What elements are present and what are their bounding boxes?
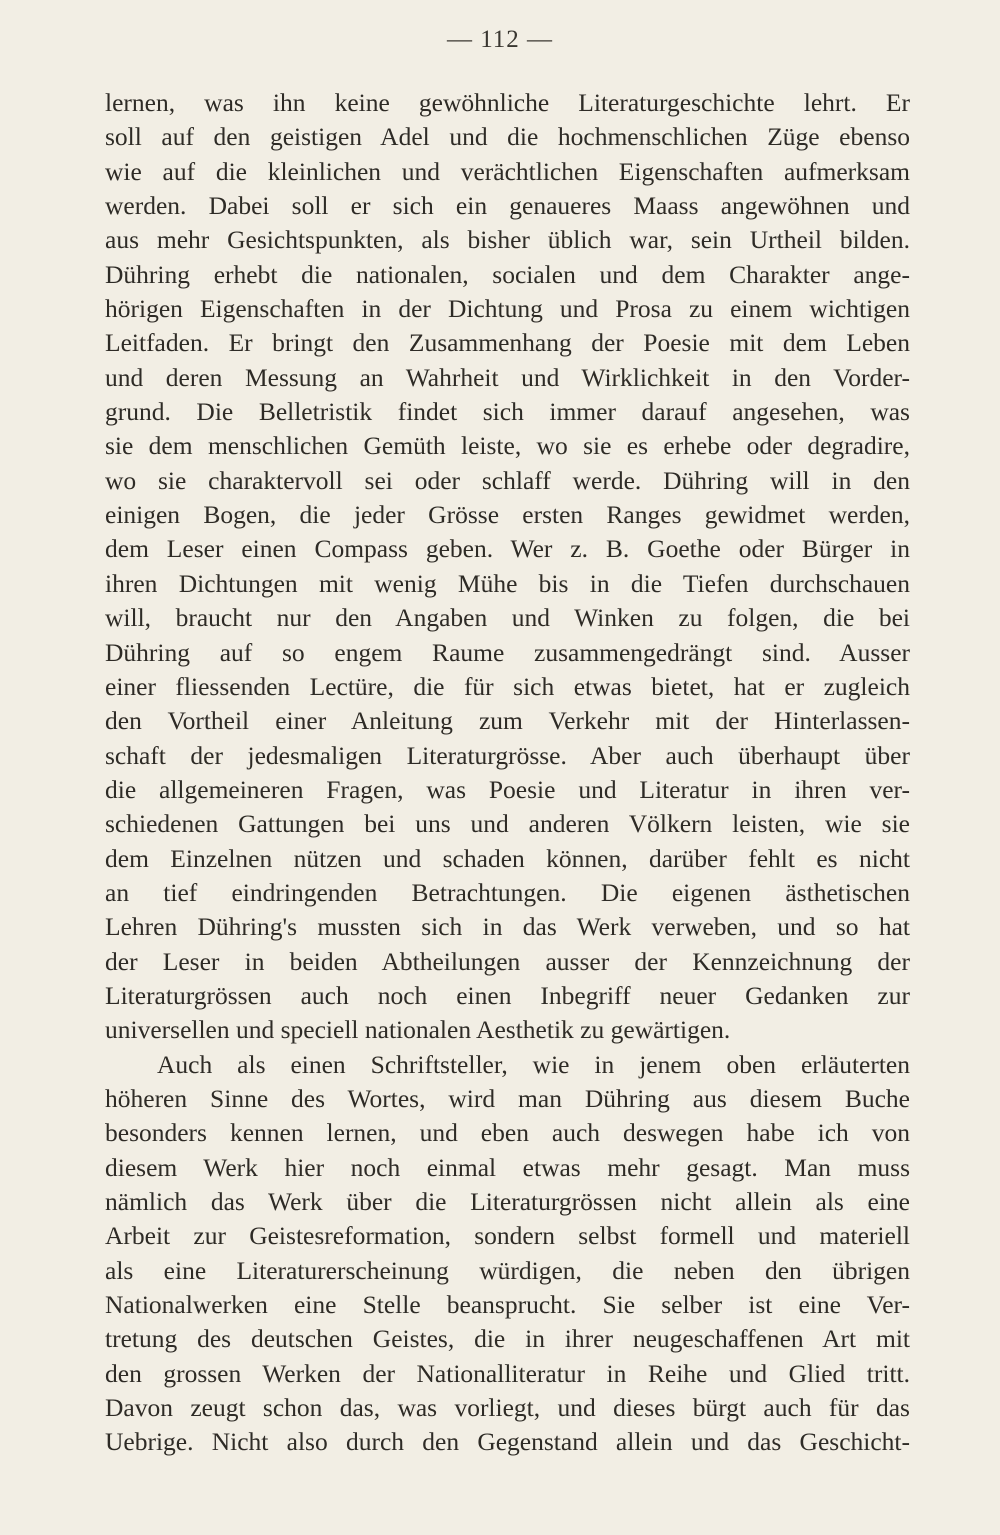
text-line: Arbeit zur Geistesreformation, sondern selbst formell und materiell bbox=[105, 1221, 910, 1251]
text-line: dem Leser einen Compass geben. Wer z. B. Goethe oder Bürger in bbox=[105, 534, 910, 564]
text-line: sie dem menschlichen Gemüth leiste, wo sie es erhebe oder degradire, bbox=[105, 431, 910, 461]
text-line: Leitfaden. Er bringt den Zusammenhang der Poesie mit dem Leben bbox=[105, 328, 910, 358]
text-line: besonders kennen lernen, und eben auch deswegen habe ich von bbox=[105, 1118, 910, 1148]
text-line: diesem Werk hier noch einmal etwas mehr gesagt. Man muss bbox=[105, 1152, 910, 1182]
paragraph-1 bbox=[105, 86, 910, 1048]
text-line: ihren Dichtungen mit wenig Mühe bis in die Tiefen durchschauen bbox=[105, 568, 910, 598]
text-line: dem Einzelnen nützen und schaden können, darüber fehlt es nicht bbox=[105, 843, 910, 873]
text-line: schiedenen Gattungen bei uns und anderen Völkern leisten, wie sie bbox=[105, 809, 910, 839]
text-line: Literaturgrössen auch noch einen Inbegriff neuer Gedanken zur bbox=[105, 980, 910, 1010]
page-number: — 112 — bbox=[446, 26, 554, 53]
text-line: will, braucht nur den Angaben und Winken zu folgen, die bei bbox=[105, 603, 910, 633]
text-line: Uebrige. Nicht also durch den Gegenstand allein und das Geschicht- bbox=[105, 1427, 910, 1457]
text-line: den grossen Werken der Nationalliteratur in Reihe und Glied tritt. bbox=[105, 1358, 910, 1388]
text-line: wie auf die kleinlichen und verächtlichen Eigenschaften aufmerksam bbox=[105, 156, 910, 186]
text-line: als eine Literaturerscheinung würdigen, die neben den übrigen bbox=[105, 1255, 910, 1285]
text-line: grund. Die Belletristik findet sich immer darauf angesehen, was bbox=[105, 397, 910, 427]
text-line: wo sie charaktervoll sei oder schlaff werde. Dühring will in den bbox=[105, 465, 910, 495]
text-line: der Leser in beiden Abtheilungen ausser der Kennzeichnung der bbox=[105, 946, 910, 976]
body-text bbox=[105, 86, 910, 1460]
text-line: und deren Messung an Wahrheit und Wirklichkeit in den Vorder- bbox=[105, 362, 910, 392]
text-line: an tief eindringenden Betrachtungen. Die eigenen ästhetischen bbox=[105, 877, 910, 907]
paragraph-2 bbox=[105, 1048, 910, 1460]
text-line: Dühring erhebt die nationalen, socialen und dem Charakter ange- bbox=[105, 259, 910, 289]
text-line: Auch als einen Schriftsteller, wie in jenem oben erläuterten bbox=[157, 1049, 910, 1079]
text-line: universellen und speciell nationalen Aesthetik zu gewärtigen. bbox=[105, 1015, 731, 1045]
text-line: den Vortheil einer Anleitung zum Verkehr mit der Hinterlassen- bbox=[105, 706, 910, 736]
text-line: hörigen Eigenschaften in der Dichtung und Prosa zu einem wichtigen bbox=[105, 294, 910, 324]
text-line: Dühring auf so engem Raume zusammengedrängt sind. Ausser bbox=[105, 637, 910, 667]
text-line: höheren Sinne des Wortes, wird man Dühring aus diesem Buche bbox=[105, 1083, 910, 1113]
text-line: lernen, was ihn keine gewöhnliche Literaturgeschichte lehrt. Er bbox=[105, 88, 910, 117]
text-line: Davon zeugt schon das, was vorliegt, und dieses bürgt auch für das bbox=[105, 1393, 910, 1423]
text-line: einigen Bogen, die jeder Grösse ersten Ranges gewidmet werden, bbox=[105, 500, 910, 530]
text-line: werden. Dabei soll er sich ein genaueres Maass angewöhnen und bbox=[105, 191, 910, 221]
text-line: schaft der jedesmaligen Literaturgrösse. Aber auch überhaupt über bbox=[105, 740, 910, 770]
text-line: aus mehr Gesichtspunkten, als bisher üblich war, sein Urtheil bilden. bbox=[105, 225, 910, 255]
text-line: tretung des deutschen Geistes, die in ihrer neugeschaffenen Art mit bbox=[105, 1324, 910, 1354]
text-line: einer fliessenden Lectüre, die für sich etwas bietet, hat er zugleich bbox=[105, 671, 910, 701]
text-line: die allgemeineren Fragen, was Poesie und Literatur in ihren ver- bbox=[105, 774, 910, 804]
text-line: Nationalwerken eine Stelle beansprucht. Sie selber ist eine Ver- bbox=[105, 1290, 910, 1320]
text-line: nämlich das Werk über die Literaturgrössen nicht allein als eine bbox=[105, 1187, 910, 1216]
text-line: Lehren Dühring's mussten sich in das Werk verweben, und so hat bbox=[105, 912, 910, 942]
text-line: soll auf den geistigen Adel und die hochmenschlichen Züge ebenso bbox=[105, 122, 910, 152]
